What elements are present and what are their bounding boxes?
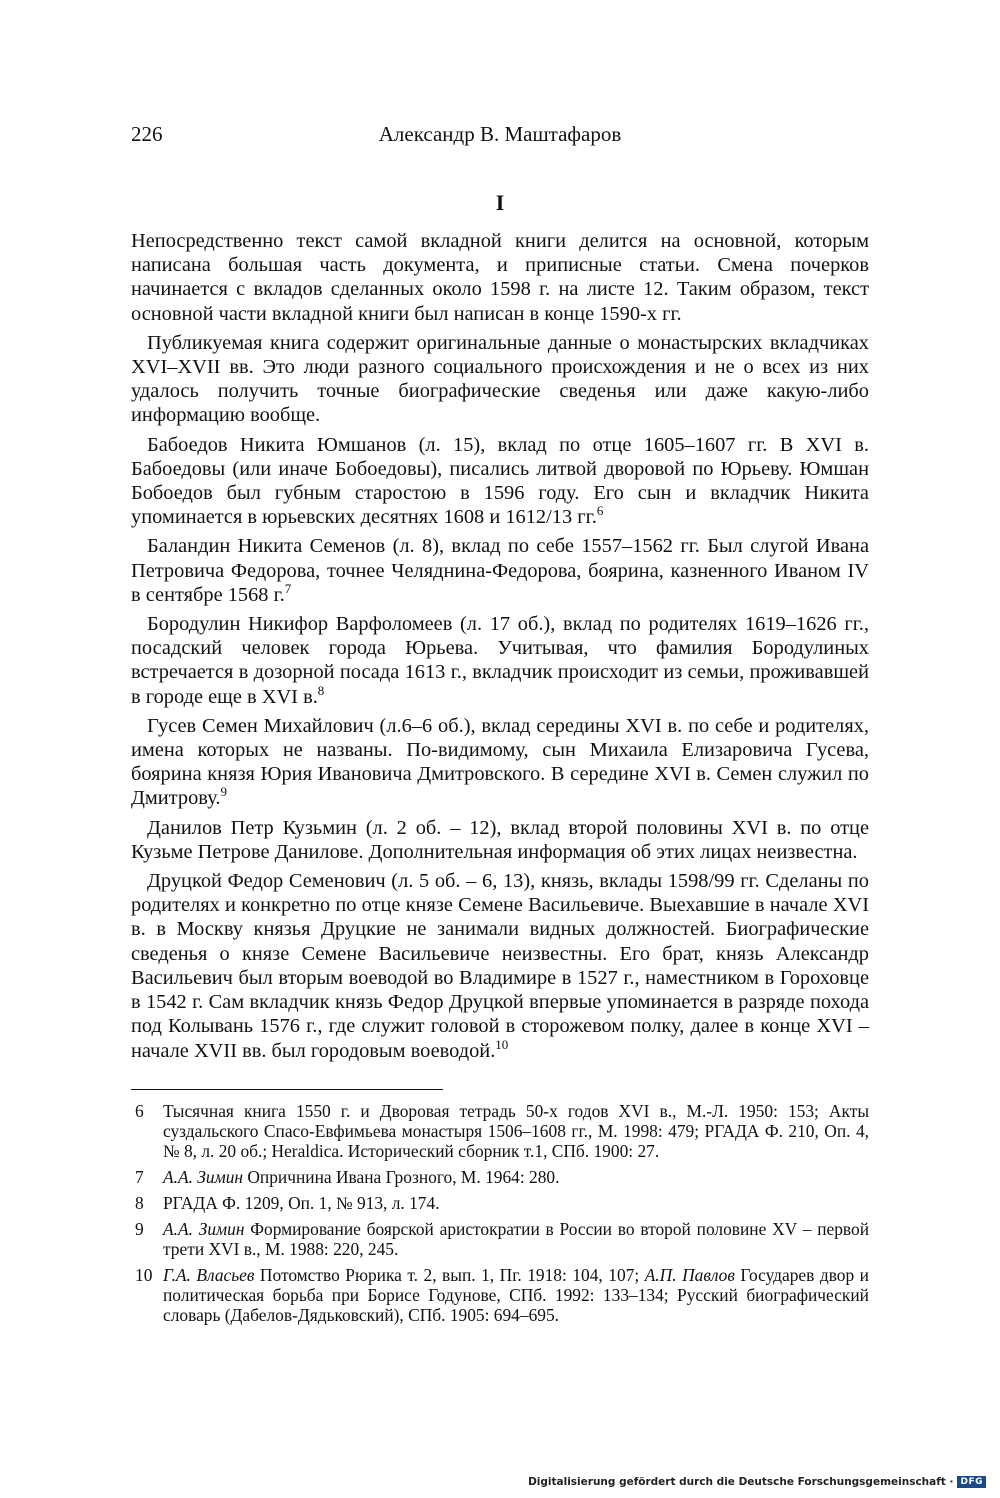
footnote-author: А.А. Зимин xyxy=(163,1167,244,1187)
paragraph: Гусев Семен Михайлович (л.6–6 об.), вклад середины XVI в. по себе и родителях, имена которых не названы. По-видимому, сын Михаила Елизаровича Гусева, боярина князя Юрия Ивановича Дмитровского. В середине XVI в. Семен служил по Дмитрову.$^9$ xyxy=(131,714,869,810)
footnote-number: 7 xyxy=(135,1167,144,1187)
page-number: 226 xyxy=(131,122,163,146)
footnote-text: А.А. Зимин Опричнина Ивана Грозного, М. 1964: 280. xyxy=(163,1167,560,1187)
footnote-item xyxy=(131,1167,869,1187)
footnote-ref[interactable]: 8 xyxy=(317,682,325,698)
footnote-text: Тысячная книга 1550 г. и Дворовая тетрадь 50-х годов XVI в., М.-Л. 1950: 153; Акты суздальского Спасо-Евфимьева монастыря 1506–1608 гг., М. 1998: 479; РГАДА Ф. 210, Оп. 4, № 8, л. 20 об.; Heraldica. Исторический сборник т.1, СПб. 1900: 27. xyxy=(163,1101,869,1161)
paragraph: Публикуемая книга содержит оригинальные данные о монастырских вкладчиках XVI–XVII вв. Это люди разного социального происхождения и не о всех из них удалось получить точные биографические сведенья или даже какую-либо информацию вообще. xyxy=(131,331,869,427)
credit-text: Digitalisierung gefördert durch die Deutsche Forschungsgemeinschaft · xyxy=(528,1476,954,1488)
footnote-text: А.А. Зимин Формирование боярской аристократии в России во второй половине XV – первой трети XVI в., М. 1988: 220, 245. xyxy=(163,1219,870,1259)
section-numeral: I xyxy=(495,190,505,215)
paragraph: Данилов Петр Кузьмин (л. 2 об. – 12), вклад второй половины XVI в. по отце Кузьме Петрове Данилове. Дополнительная информация об этих лицах неизвестна. xyxy=(131,816,869,863)
footnote-item xyxy=(131,1265,869,1325)
footnote-divider xyxy=(131,1089,443,1090)
footnote-number: 10 xyxy=(135,1265,153,1285)
footnote-author: А.П. Павлов xyxy=(644,1265,735,1285)
footnote-number: 9 xyxy=(135,1219,144,1239)
footnote-ref[interactable]: 9 xyxy=(220,784,227,800)
footnote-ref[interactable]: 6 xyxy=(596,503,604,519)
footnote-text: РГАДА Ф. 1209, Оп. 1, № 913, л. 174. xyxy=(163,1193,440,1213)
body-text xyxy=(131,229,869,1068)
footnote-item xyxy=(131,1101,869,1161)
footnote-text: Г.А. Власьев Потомство Рюрика т. 2, вып. 1, Пг. 1918: 104, 107; А.П. Павлов Государев двор и политическая борьба при Борисе Годунове, СПб. 1992: 133–134; Русский биографический словарь (Дабелов-Дядьковский), СПб. 1905: 694–695. xyxy=(163,1265,869,1325)
paragraph: Друцкой Федор Семенович (л. 5 об. – 6, 13), князь, вклады 1598/99 гг. Сделаны по родителях и конкретно по отце князе Семене Васильевиче. Выехавшие в начале XVI в. в Москву князья Друцкие не занимали видных должностей. Биографические сведенья о князе Семене Васильевиче неизвестны. Его брат, князь Александр Васильевич был вторым воеводой во Владимире в 1527 г., наместником в Гороховце в 1542 г. Сам вкладчик князь Федор Друцкой впервые упоминается в разряде похода под Колывань 1576 г., где служит головой в сторожевом полку, далее в конце XVI – начале XVII вв. был городовым воеводой.$^{10}$ xyxy=(131,870,869,1062)
paragraph: Баландин Никита Семенов (л. 8), вклад по себе 1557–1562 гг. Был слугой Ивана Петровича Федорова, точнее Челяднина-Федорова, боярина, казненного Иваном IV в сентябре 1568 г.$^7$ xyxy=(131,535,869,606)
digitization-credit xyxy=(528,1476,986,1488)
dfg-logo: DFG xyxy=(957,1476,986,1488)
footnote-number: 8 xyxy=(135,1193,144,1213)
footnote-ref[interactable]: 10 xyxy=(495,1036,509,1052)
running-head: Александр В. Маштафаров xyxy=(378,122,622,146)
paragraph: Непосредственно текст самой вкладной книги делится на основной, которым написана большая часть документа, и приписные статьи. Смена почерков начинается с вкладов сделанных около 1598 г. на листе 12. Таким образом, текст основной части вкладной книги был написан в конце 1590-х гг. xyxy=(131,230,869,325)
footnote-author: А.А. Зимин xyxy=(163,1219,245,1239)
page-header xyxy=(131,122,869,152)
footnote-number: 6 xyxy=(135,1101,144,1121)
paragraph: Бабоедов Никита Юмшанов (л. 15), вклад по отце 1605–1607 гг. В XVI в. Бабоедовы (или иначе Бобоедовы), писались литвой дворовой по Юрьеву. Юмшан Бобоедов был губным старостою в 1596 году. Его сын и вкладчик Никита упоминается в юрьевских десятнях 1608 и 1612/13 гг.$^6$ xyxy=(131,433,869,529)
paragraph: Бородулин Никифор Варфоломеев (л. 17 об.), вклад по родителях 1619–1626 гг., посадский человек города Юрьева. Учитывая, что фамилия Бородулиных встречается в дозорной посада 1613 г., вкладчик происходит из семьи, проживавшей в городе еще в XVI в.$^8$ xyxy=(131,613,869,708)
footnote-item xyxy=(131,1219,869,1259)
footnote-ref[interactable]: 7 xyxy=(284,581,292,597)
footnote-author: Г.А. Власьев xyxy=(163,1265,255,1285)
footnote-item xyxy=(131,1193,869,1213)
footnotes xyxy=(131,1101,869,1331)
